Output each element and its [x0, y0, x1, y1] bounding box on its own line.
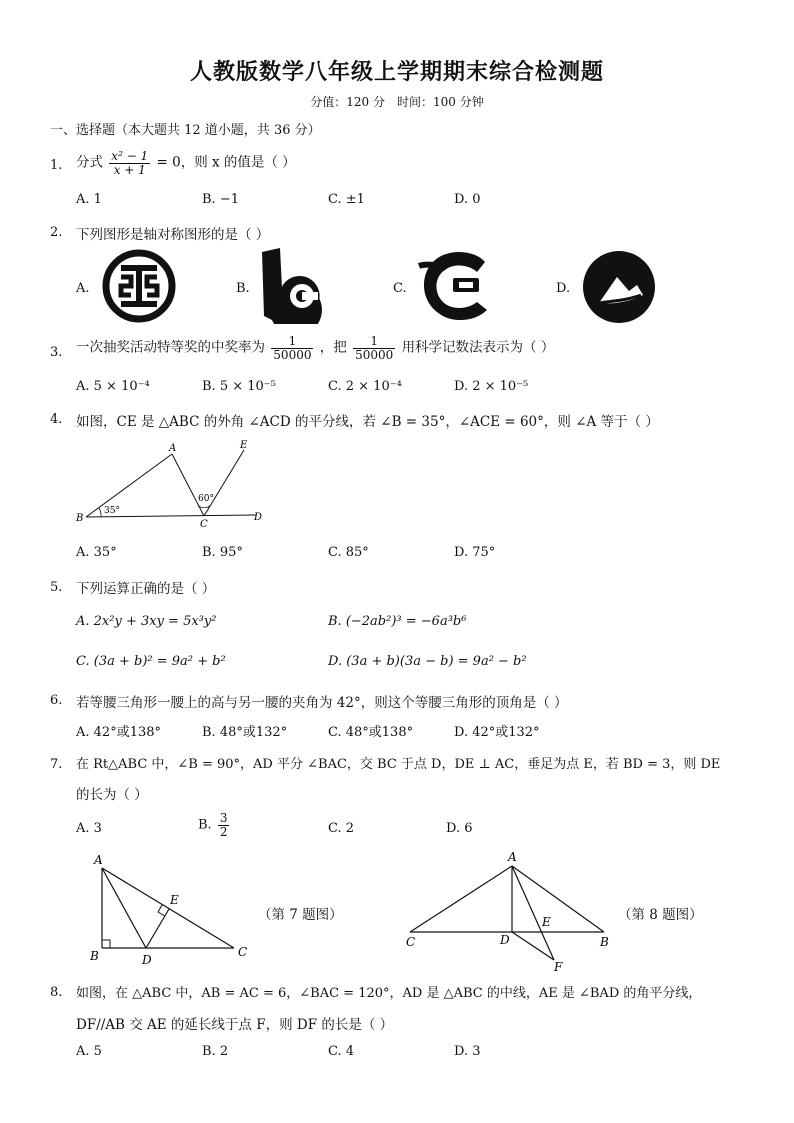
option-c[interactable]: C. 48°或138°	[328, 725, 414, 740]
option-a[interactable]: A. 1	[76, 192, 102, 207]
logo-d-icon	[581, 249, 657, 325]
label-c: C	[200, 519, 208, 530]
label-c: C	[406, 935, 416, 949]
label-e: E	[542, 915, 551, 929]
question-text-line2: DF//AB 交 AE 的延长线于点 F，则 DF 的长是（ ）	[76, 1017, 394, 1033]
figure-caption: （第 8 题图）	[618, 907, 703, 923]
fraction-numerator: 3	[219, 811, 228, 825]
option-c[interactable]: C. 85°	[328, 545, 369, 560]
option-b-label: B.	[198, 817, 212, 833]
label-b: B	[600, 935, 609, 949]
logo-c-icon	[415, 248, 495, 324]
question-number: 7.	[50, 757, 63, 772]
option-c[interactable]: C. 4	[328, 1044, 355, 1059]
option-c[interactable]: C. (3a + b)² = 9a² + b²	[76, 654, 226, 669]
question-text-post: 用科学记数法表示为（ ）	[401, 339, 555, 356]
question-text: 下列图形是轴对称图形的是（ ）	[76, 227, 270, 243]
question-text-pre: 一次抽奖活动特等奖的中奖率为	[76, 339, 265, 356]
question-number: 2.	[50, 225, 63, 240]
question-text	[76, 150, 296, 176]
option-b[interactable]: B. (−2ab²)³ = −6a³b⁶	[328, 614, 467, 629]
question-text-pre: 分式	[76, 154, 103, 171]
question-text-line1: 如图，在 △ABC 中，AB = AC = 6，∠BAC = 120°，AD 是 △ABC 的中线，AE 是 ∠BAD 的角平分线，	[76, 986, 702, 1001]
option-b[interactable]	[198, 812, 231, 838]
page-subtitle: 分值：120 分 时间：100 分钟	[310, 95, 484, 109]
label-b: B	[90, 949, 99, 963]
figure-caption: （第 7 题图）	[258, 907, 343, 923]
label-d: D	[254, 512, 263, 523]
option-c[interactable]: C. ±1	[328, 192, 365, 207]
question-number: 8.	[50, 985, 63, 1000]
option-d[interactable]: D. 42°或132°	[454, 725, 540, 740]
option-c[interactable]: C.	[393, 281, 407, 296]
question-text-line1: 在 Rt△ABC 中，∠B = 90°，AD 平分 ∠BAC，交 BC 于点 D，DE ⊥ AC，垂足为点 E，若 BD = 3，则 DE	[76, 757, 721, 772]
option-d[interactable]: D. 0	[454, 192, 481, 207]
option-c[interactable]: C. 2	[328, 821, 355, 836]
question-number: 4.	[50, 412, 63, 427]
label-d: D	[142, 953, 152, 967]
option-a[interactable]: A. 35°	[76, 545, 117, 560]
fraction-denominator: 2	[219, 824, 228, 839]
fraction	[218, 812, 230, 838]
label-b: B	[76, 513, 84, 524]
fraction	[271, 335, 313, 361]
logo-a-icon	[101, 248, 177, 324]
question-text: 若等腰三角形一腰上的高与另一腰的夹角为 42°，则这个等腰三角形的顶角是（ ）	[76, 695, 568, 711]
label-a: A	[94, 853, 103, 867]
fraction	[353, 335, 395, 361]
question-text	[76, 335, 554, 361]
label-a: A	[169, 443, 177, 454]
label-d: D	[500, 933, 510, 947]
question-number: 6.	[50, 693, 63, 708]
option-d[interactable]: D. 75°	[454, 545, 496, 560]
option-a[interactable]: A.	[76, 281, 90, 296]
option-a[interactable]: A. 5	[76, 1044, 102, 1059]
fraction-numerator: 1	[271, 335, 313, 349]
fraction-numerator: 1	[353, 335, 395, 349]
option-a[interactable]: A. 3	[76, 821, 102, 836]
section-heading: 一、选择题（本大题共 12 道小题，共 36 分）	[50, 123, 321, 138]
q7-figure	[88, 852, 258, 970]
option-b[interactable]: B. 5 × 10⁻⁵	[202, 379, 276, 394]
option-b[interactable]: B. 48°或132°	[202, 725, 288, 740]
option-d[interactable]: D. 6	[446, 821, 473, 836]
fraction-numerator: x² − 1	[111, 149, 149, 163]
logo-b-icon	[258, 248, 334, 324]
option-a[interactable]: A. 2x²y + 3xy = 5x³y²	[76, 614, 217, 629]
question-text-mid: ，把	[319, 339, 347, 356]
option-d[interactable]: D.	[556, 281, 571, 296]
question-text-post: = 0，则 x 的值是（ ）	[156, 154, 296, 171]
q4-figure	[74, 438, 274, 530]
question-text: 下列运算正确的是（ ）	[76, 581, 216, 597]
option-b[interactable]: B. 95°	[202, 545, 243, 560]
option-c[interactable]: C. 2 × 10⁻⁴	[328, 379, 402, 394]
fraction-denominator: 50000	[355, 347, 394, 362]
option-b[interactable]: B. 2	[202, 1044, 229, 1059]
page-title: 人教版数学八年级上学期期末综合检测题	[189, 59, 604, 85]
option-d[interactable]: D. 2 × 10⁻⁵	[454, 379, 529, 394]
angle-c-label: 60°	[198, 494, 214, 504]
label-f: F	[554, 960, 563, 974]
label-e: E	[240, 440, 248, 451]
label-e: E	[170, 893, 179, 907]
option-b[interactable]: B.	[236, 281, 250, 296]
fraction-denominator: 50000	[273, 347, 312, 362]
fraction	[109, 150, 150, 176]
label-c: C	[238, 945, 248, 959]
question-number: 3.	[50, 345, 63, 360]
option-a[interactable]: A. 42°或138°	[76, 725, 162, 740]
angle-b-label: 35°	[104, 506, 120, 516]
label-a: A	[508, 850, 517, 864]
question-number: 1.	[50, 158, 63, 173]
option-d[interactable]: D. (3a + b)(3a − b) = 9a² − b²	[328, 654, 527, 669]
fraction-denominator: x + 1	[113, 162, 146, 177]
option-b[interactable]: B. −1	[202, 192, 239, 207]
question-number: 5.	[50, 580, 63, 595]
question-text-line2: 的长为（ ）	[76, 787, 148, 803]
option-a[interactable]: A. 5 × 10⁻⁴	[76, 379, 150, 394]
question-text: 如图，CE 是 △ABC 的外角 ∠ACD 的平分线，若 ∠B = 35°，∠ACE = 60°，则 ∠A 等于（ ）	[76, 414, 659, 430]
q8-figure	[400, 848, 618, 974]
option-d[interactable]: D. 3	[454, 1044, 481, 1059]
